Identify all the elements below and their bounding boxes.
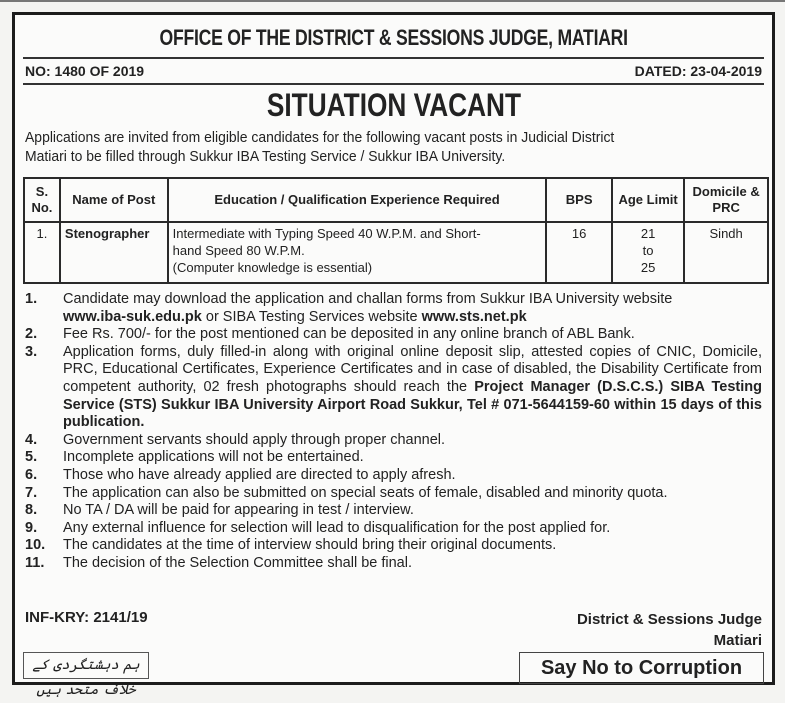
condition-number: 2.	[25, 326, 38, 343]
date: DATED: 23-04-2019	[634, 63, 762, 79]
cell-domicile: Sindh	[684, 222, 768, 283]
intro-paragraph	[25, 128, 762, 166]
inf-code: INF-KRY: 2141/19	[25, 609, 148, 626]
condition-number: 10.	[25, 537, 46, 554]
submission-address: Project Manager (D.S.C.S.) SIBA Testing Service (STS) Sukkur IBA University Airport Road Sukkur, Tel # 071-5644159-60 within 15 days of this publication.	[63, 378, 762, 431]
cell-bps: 16	[546, 222, 611, 283]
condition-item	[23, 432, 762, 450]
education-line: Intermediate with Typing Speed 40 W.P.M. and Short-	[172, 226, 481, 241]
condition-item	[23, 467, 762, 485]
condition-number: 3.	[25, 343, 38, 360]
signatory-title: District & Sessions Judge	[576, 611, 762, 628]
condition-text: No TA / DA will be paid for appearing in test / interview.	[63, 502, 414, 519]
reference-number: NO: 1480 OF 2019	[25, 63, 145, 79]
table-row	[24, 222, 768, 283]
condition-number: 7.	[25, 484, 38, 501]
page-title-text: SITUATION VACANT	[266, 87, 521, 123]
condition-number: 1.	[25, 291, 38, 307]
condition-item	[23, 326, 762, 344]
condition-item	[23, 502, 762, 520]
signatory-place: Matiari	[713, 632, 762, 649]
condition-item	[23, 344, 762, 432]
condition-number: 4.	[25, 431, 38, 448]
table-header-row	[24, 178, 768, 222]
condition-number: 5.	[25, 449, 38, 466]
condition-text: Fee Rs. 700/- for the post mentioned can be deposited in any online branch of ABL Bank.	[63, 326, 635, 343]
condition-text: Incomplete applications will not be entertained.	[63, 449, 364, 466]
header-sno: S. No.	[24, 178, 60, 222]
condition-item	[23, 520, 762, 538]
condition-text	[63, 291, 762, 326]
age-to: to	[642, 243, 654, 258]
office-heading-text: OFFICE OF THE DISTRICT & SESSIONS JUDGE, MATIARI	[159, 25, 628, 50]
condition-text: The candidates at the time of interview should bring their original documents.	[63, 537, 557, 554]
condition-text-part: Candidate may download the application and challan forms from Sukkur IBA University website	[63, 291, 673, 307]
condition-text-part: Application forms, duly filled-in along with original online deposit slip, attested copies of CNIC, Domicile, PRC, Educational Certificates, Experience Certificates and in case of disabled, the Disability Certificate from competent authority, 02 fresh photographs should reach the	[63, 343, 762, 395]
cell-post-name: Stenographer	[60, 222, 168, 283]
condition-item	[23, 537, 762, 555]
urdu-slogan-box: ہم دہشتگردی کے خلاف متحد ہیں	[23, 652, 149, 679]
condition-number: 11.	[25, 554, 45, 571]
say-no-to-corruption-box: Say No to Corruption	[519, 652, 764, 684]
condition-text: The decision of the Selection Committee shall be final.	[63, 554, 412, 571]
vacancy-table	[23, 177, 769, 284]
divider	[23, 83, 764, 85]
header-domicile: Domicile & PRC	[684, 178, 768, 222]
condition-text: The application can also be submitted on special seats of female, disabled and minority quota.	[63, 484, 668, 501]
condition-text: Any external influence for selection will lead to disqualification for the post applied for.	[63, 519, 611, 536]
age-max: 25	[640, 260, 656, 275]
condition-item	[23, 291, 762, 326]
cell-age-limit	[612, 222, 684, 283]
condition-text-part: or SIBA Testing Services website	[201, 308, 422, 325]
cell-education	[168, 222, 547, 283]
condition-number: 6.	[25, 466, 38, 483]
condition-number: 9.	[25, 519, 38, 536]
advertisement-frame	[12, 12, 775, 698]
condition-text	[63, 344, 762, 432]
intro-line-1: Applications are invited from eligible candidates for the following vacant posts in Judicial District	[25, 129, 615, 146]
condition-number: 8.	[25, 502, 38, 519]
education-line: (Computer knowledge is essential)	[172, 260, 373, 275]
condition-item	[23, 555, 762, 573]
link-iba-website[interactable]: www.iba-suk.edu.pk	[63, 308, 202, 325]
condition-item	[23, 449, 762, 467]
age-min: 21	[640, 226, 656, 241]
page-title	[15, 87, 772, 124]
page-top-rule	[0, 0, 785, 2]
header-education: Education / Qualification Experience Required	[168, 178, 547, 222]
condition-text: Government servants should apply through proper channel.	[63, 431, 446, 448]
header-post-name: Name of Post	[60, 178, 168, 222]
signatory	[577, 609, 762, 651]
intro-line-2: Matiari to be filled through Sukkur IBA Testing Service / Sukkur IBA University.	[25, 148, 506, 165]
header-bps: BPS	[546, 178, 611, 222]
condition-item	[23, 485, 762, 503]
link-sts-website[interactable]: www.sts.net.pk	[421, 308, 527, 325]
conditions-list	[23, 291, 762, 573]
education-line: hand Speed 80 W.P.M.	[172, 243, 305, 258]
cell-sno: 1.	[24, 222, 60, 283]
condition-text: Those who have already applied are directed to apply afresh.	[63, 466, 456, 483]
divider	[23, 57, 764, 59]
header-age-limit: Age Limit	[612, 178, 684, 222]
office-heading	[15, 25, 772, 51]
